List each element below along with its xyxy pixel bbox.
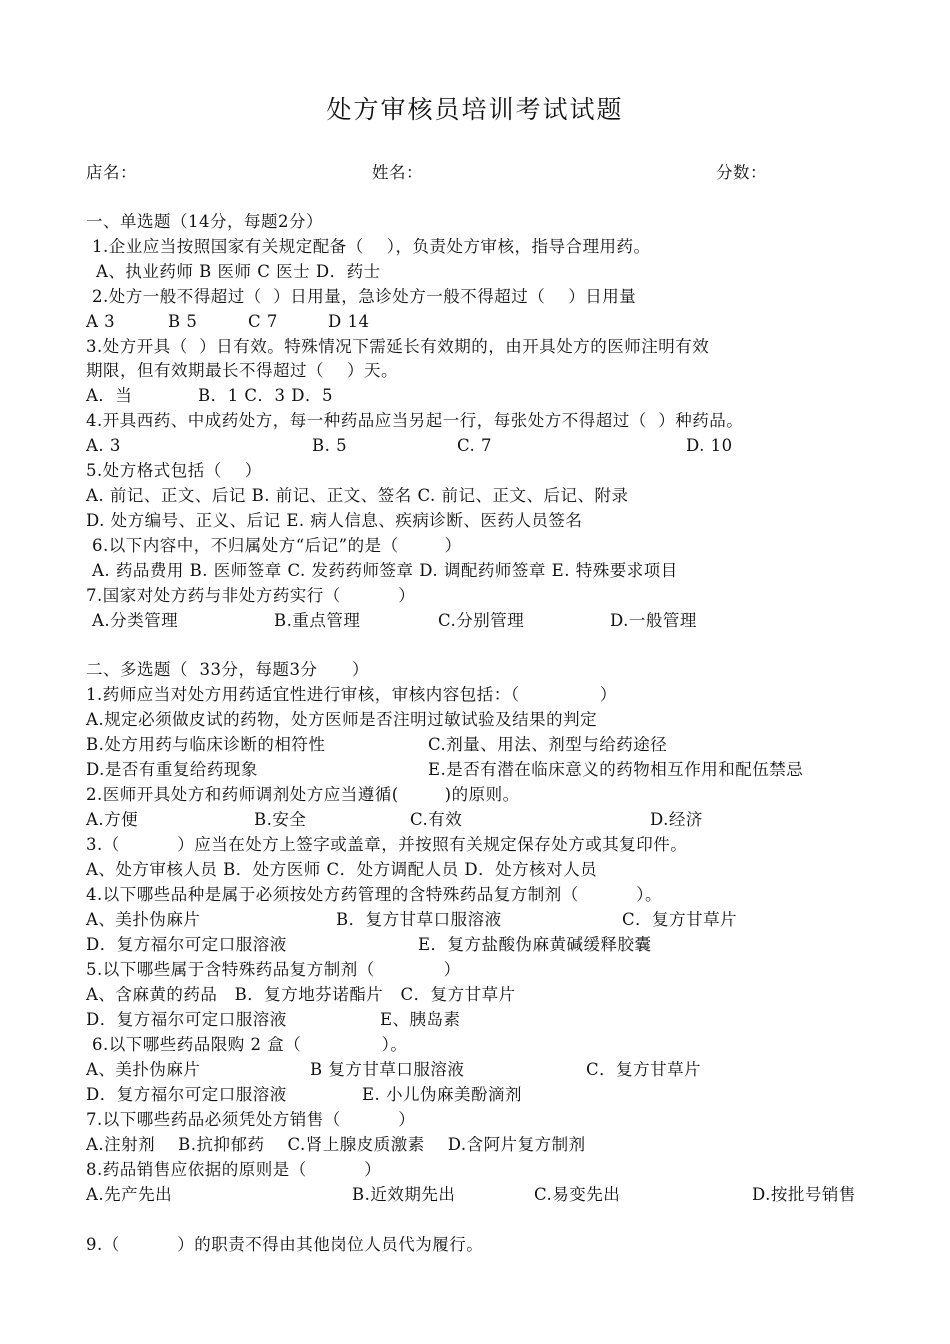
s2-q1-option-a: A.规定必须做皮试的药物，处方医师是否注明过敏试验及结果的判定 — [86, 710, 598, 729]
s2-q5-question: 5.以下哪些属于含特殊药品复方制剂（ ） — [86, 960, 461, 979]
s2-q2-option-b: B.安全 — [254, 810, 307, 829]
s2-q5-option-e: E、胰岛素 — [380, 1010, 461, 1029]
s2-q4-question: 4.以下哪些品种是属于必须按处方药管理的含特殊药品复方制剂（ ）。 — [86, 885, 662, 904]
s2-q6-option-c: C．复方甘草片 — [586, 1060, 702, 1079]
s2-q5-option-d: D．复方福尔可定口服溶液 — [86, 1010, 287, 1029]
s2-q7-question: 7.以下哪些药品必须凭处方销售（ ） — [86, 1110, 416, 1129]
s1-q1-options: A、执业药师 B 医师 C 医士 D．药士 — [96, 262, 381, 281]
s1-q5-question: 5.处方格式包括（ ） — [86, 461, 262, 480]
s1-q7-option-b: B.重点管理 — [274, 611, 361, 630]
s2-q4-option-a: A、美扑伪麻片 — [86, 910, 201, 929]
s2-q6-option-b: B 复方甘草口服溶液 — [310, 1060, 465, 1079]
s1-q3-question-line1: 3.处方开具（ ）日有效。特殊情况下需延长有效期的，由开具处方的医师注明有效 — [86, 337, 710, 356]
s2-q1-option-b: B.处方用药与临床诊断的相符性 — [86, 735, 326, 754]
s2-q6-option-e: E. 小儿伪麻美酚滴剂 — [362, 1085, 523, 1104]
s2-q7-options: A.注射剂 B.抗抑郁药 C.肾上腺皮质激素 D.含阿片复方制剂 — [86, 1135, 586, 1154]
s2-q6-option-d: D．复方福尔可定口服溶液 — [86, 1085, 287, 1104]
s1-q6-options: A. 药品费用 B. 医师签章 C. 发药药师签章 D. 调配药师签章 E. 特殊要求项目 — [92, 561, 678, 580]
s2-q1-question: 1.药师应当对处方用药适宜性进行审核，审核内容包括：（ ） — [86, 685, 617, 704]
store-name-label: 店名： — [86, 163, 137, 182]
person-name-label: 姓名： — [372, 163, 423, 182]
s2-q3-options: A、处方审核人员 B．处方医师 C．处方调配人员 D．处方核对人员 — [86, 860, 598, 879]
s1-q4-option-b: B. 5 — [312, 436, 348, 455]
s2-q2-option-a: A.方便 — [86, 810, 139, 829]
s2-q1-option-c: C.剂量、用法、剂型与给药途径 — [428, 735, 668, 754]
s2-q2-option-d: D.经济 — [650, 810, 703, 829]
s2-q8-option-a: A.先产先出 — [86, 1185, 173, 1204]
s2-q8-option-c: C.易变先出 — [534, 1185, 621, 1204]
s1-q4-option-d: D. 10 — [686, 436, 733, 455]
s2-q6-option-a: A、美扑伪麻片 — [86, 1060, 201, 1079]
s2-q8-option-b: B.近效期先出 — [352, 1185, 456, 1204]
s1-q7-option-a: A.分类管理 — [92, 611, 179, 630]
s1-q2-option-c: C 7 — [248, 312, 278, 331]
s1-q2-question: 2.处方一般不得超过（ ）日用量，急诊处方一般不得超过（ ）日用量 — [92, 287, 637, 306]
s2-q4-option-d: D．复方福尔可定口服溶液 — [86, 935, 287, 954]
section2-heading: 二、多选题（ 33分，每题3分 ） — [86, 660, 369, 679]
s2-q8-option-d: D.按批号销售 — [752, 1185, 856, 1204]
s1-q5-options-line2: D. 处方编号、正义、后记 E. 病人信息、疾病诊断、医药人员签名 — [86, 511, 583, 530]
s1-q4-option-a: A. 3 — [86, 436, 121, 455]
s2-q1-option-d: D.是否有重复给药现象 — [86, 760, 258, 779]
s2-q4-option-b: B．复方甘草口服溶液 — [336, 910, 502, 929]
s2-q4-option-e: E．复方盐酸伪麻黄碱缓释胶囊 — [418, 935, 652, 954]
s2-q1-option-e: E.是否有潜在临床意义的药物相互作用和配伍禁忌 — [428, 760, 804, 779]
s1-q2-option-d: D 14 — [328, 312, 370, 331]
s1-q6-question: 6.以下内容中，不归属处方“后记”的是（ ） — [92, 536, 462, 555]
s1-q2-option-a: A 3 — [86, 312, 116, 331]
s2-q3-question: 3.（ ）应当在处方上签字或盖章，并按照有关规定保存处方或其复印件。 — [86, 835, 688, 854]
s2-q2-question: 2.医师开具处方和药师调剂处方应当遵循( )的原则。 — [86, 785, 520, 804]
s2-q6-question: 6.以下哪些药品限购 2 盒（ ）。 — [92, 1035, 408, 1054]
s1-q7-option-d: D.一般管理 — [610, 611, 697, 630]
s1-q1-question: 1.企业应当按照国家有关规定配备（ ），负责处方审核，指导合理用药。 — [92, 237, 651, 256]
s2-q9-question: 9.（ ）的职责不得由其他岗位人员代为履行。 — [86, 1235, 484, 1254]
section1-heading: 一、单选题（14分，每题2分） — [86, 212, 323, 231]
s1-q2-option-b: B 5 — [168, 312, 198, 331]
page-title: 处方审核员培训考试试题 — [326, 95, 624, 124]
s2-q4-option-c: C．复方甘草片 — [622, 910, 738, 929]
score-label: 分数： — [716, 163, 767, 182]
s1-q3-question-line2: 期限，但有效期最长不得超过（ ）天。 — [86, 361, 398, 380]
s1-q7-question: 7.国家对处方药与非处方药实行（ ） — [86, 586, 416, 605]
s1-q7-option-c: C.分别管理 — [438, 611, 525, 630]
s2-q2-option-c: C.有效 — [410, 810, 463, 829]
s1-q4-option-c: C. 7 — [457, 436, 493, 455]
s1-q5-options-line1: A. 前记、正文、后记 B. 前记、正文、签名 C. 前记、正文、后记、附录 — [86, 486, 629, 505]
s1-q3-options-bcd: B．1 C．3 D．5 — [198, 386, 333, 405]
s2-q5-options-abc: A、含麻黄的药品 B．复方地芬诺酯片 C．复方甘草片 — [86, 985, 516, 1004]
s2-q8-question: 8.药品销售应依据的原则是（ ） — [86, 1160, 382, 1179]
s1-q4-question: 4.开具西药、中成药处方，每一种药品应当另起一行，每张处方不得超过（ ）种药品。 — [86, 411, 744, 430]
s1-q3-option-a: A．当 — [86, 386, 133, 405]
